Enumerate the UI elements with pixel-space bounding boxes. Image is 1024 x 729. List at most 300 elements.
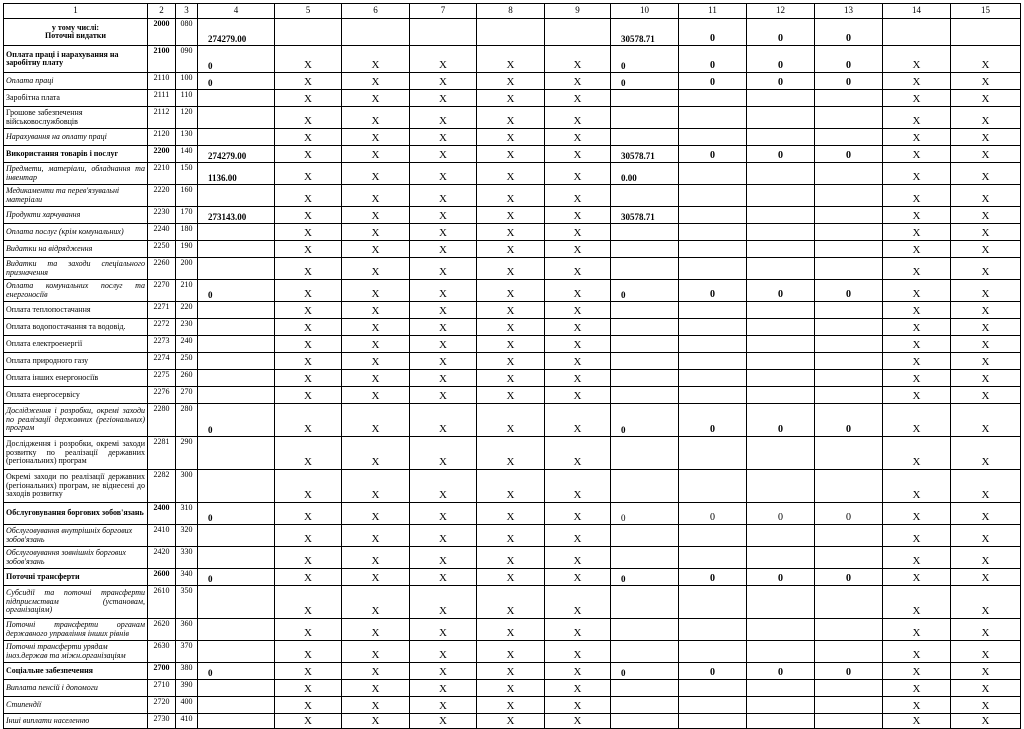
- x-mark: X: [275, 146, 342, 163]
- x-mark: X: [342, 336, 410, 353]
- col12-value: [747, 619, 815, 641]
- row-name: Оплата енергосервісу: [4, 387, 148, 404]
- row-line-number: 400: [176, 697, 198, 714]
- x-mark: X: [477, 46, 545, 73]
- x-mark: X: [342, 525, 410, 547]
- col4-value: [198, 336, 275, 353]
- col13-value: [815, 714, 883, 729]
- x-mark: X: [410, 46, 477, 73]
- col4-value: [198, 353, 275, 370]
- column-number-7: 7: [410, 4, 477, 19]
- row-line-number: 210: [176, 280, 198, 302]
- x-mark: [477, 19, 545, 46]
- row-name: Оплата комунальних послуг та енергоносіїв: [4, 280, 148, 302]
- col10-value: [611, 258, 679, 280]
- x-mark: X: [883, 663, 951, 680]
- x-mark: X: [275, 697, 342, 714]
- col10-value: [611, 437, 679, 470]
- row-code: 2282: [148, 470, 176, 503]
- x-mark: X: [951, 107, 1021, 129]
- col12-value: 0: [747, 569, 815, 586]
- x-mark: X: [883, 370, 951, 387]
- column-number-15: 15: [951, 4, 1021, 19]
- col10-value: 0: [611, 46, 679, 73]
- row-code: 2275: [148, 370, 176, 387]
- row-code: 2220: [148, 185, 176, 207]
- x-mark: X: [883, 714, 951, 729]
- row-code: 2281: [148, 437, 176, 470]
- x-mark: X: [342, 353, 410, 370]
- col10-value: 0: [611, 663, 679, 680]
- col13-value: 0: [815, 404, 883, 437]
- x-mark: X: [410, 280, 477, 302]
- col11-value: [679, 241, 747, 258]
- row-line-number: 100: [176, 73, 198, 90]
- x-mark: X: [410, 146, 477, 163]
- row-name: Заробітна плата: [4, 90, 148, 107]
- col10-value: 0: [611, 503, 679, 525]
- x-mark: X: [275, 525, 342, 547]
- row-name: Оплата теплопостачання: [4, 302, 148, 319]
- x-mark: X: [342, 73, 410, 90]
- x-mark: X: [477, 129, 545, 146]
- col4-value: [198, 224, 275, 241]
- col13-value: [815, 185, 883, 207]
- col13-value: [815, 586, 883, 619]
- col4-value: 0: [198, 280, 275, 302]
- x-mark: X: [545, 224, 611, 241]
- table-row: [4, 163, 1021, 185]
- col4-value: [198, 258, 275, 280]
- x-mark: X: [951, 619, 1021, 641]
- col13-value: [815, 163, 883, 185]
- col12-value: [747, 525, 815, 547]
- col13-value: [815, 319, 883, 336]
- x-mark: X: [410, 319, 477, 336]
- col10-value: 0: [611, 73, 679, 90]
- col4-value: [198, 387, 275, 404]
- row-code: 2720: [148, 697, 176, 714]
- col12-value: [747, 586, 815, 619]
- x-mark: X: [342, 241, 410, 258]
- col12-value: 0: [747, 46, 815, 73]
- col13-value: [815, 241, 883, 258]
- table-row: [4, 663, 1021, 680]
- table-row: [4, 387, 1021, 404]
- row-code: 2250: [148, 241, 176, 258]
- x-mark: X: [342, 319, 410, 336]
- col11-value: [679, 586, 747, 619]
- row-name: Обслуговування зовнішніх боргових зобов'язань: [4, 547, 148, 569]
- col10-value: [611, 319, 679, 336]
- col4-value: [198, 680, 275, 697]
- row-line-number: 380: [176, 663, 198, 680]
- x-mark: X: [951, 241, 1021, 258]
- row-line-number: 310: [176, 503, 198, 525]
- x-mark: X: [883, 404, 951, 437]
- col4-value: 273143.00: [198, 207, 275, 224]
- col11-value: [679, 90, 747, 107]
- table-row: [4, 241, 1021, 258]
- col4-value: [198, 107, 275, 129]
- col11-value: [679, 224, 747, 241]
- x-mark: X: [477, 90, 545, 107]
- col13-value: [815, 437, 883, 470]
- row-line-number: 330: [176, 547, 198, 569]
- col13-value: 0: [815, 46, 883, 73]
- column-number-13: 13: [815, 4, 883, 19]
- x-mark: X: [545, 207, 611, 224]
- table-row: [4, 185, 1021, 207]
- column-number-9: 9: [545, 4, 611, 19]
- x-mark: X: [342, 163, 410, 185]
- x-mark: X: [951, 697, 1021, 714]
- x-mark: X: [545, 404, 611, 437]
- col10-value: 30578.71: [611, 19, 679, 46]
- col13-value: 0: [815, 503, 883, 525]
- col13-value: [815, 258, 883, 280]
- x-mark: X: [545, 619, 611, 641]
- col13-value: 0: [815, 663, 883, 680]
- report-sheet: [3, 3, 1020, 729]
- col11-value: 0: [679, 503, 747, 525]
- row-line-number: 170: [176, 207, 198, 224]
- row-name: Стипендії: [4, 697, 148, 714]
- x-mark: X: [410, 258, 477, 280]
- col10-value: 0: [611, 280, 679, 302]
- row-code: 2120: [148, 129, 176, 146]
- x-mark: X: [275, 258, 342, 280]
- x-mark: X: [883, 353, 951, 370]
- x-mark: X: [342, 107, 410, 129]
- row-code: 2700: [148, 663, 176, 680]
- x-mark: X: [477, 387, 545, 404]
- x-mark: X: [477, 185, 545, 207]
- x-mark: X: [951, 146, 1021, 163]
- col4-value: [198, 619, 275, 641]
- col4-value: [198, 370, 275, 387]
- col11-value: [679, 185, 747, 207]
- x-mark: [342, 19, 410, 46]
- col11-value: [679, 680, 747, 697]
- row-code: 2400: [148, 503, 176, 525]
- col10-value: [611, 129, 679, 146]
- row-line-number: 130: [176, 129, 198, 146]
- col12-value: [747, 302, 815, 319]
- x-mark: X: [883, 336, 951, 353]
- x-mark: X: [545, 387, 611, 404]
- col13-value: [815, 107, 883, 129]
- col10-value: [611, 641, 679, 663]
- x-mark: X: [275, 90, 342, 107]
- row-line-number: 360: [176, 619, 198, 641]
- col12-value: [747, 437, 815, 470]
- x-mark: X: [477, 619, 545, 641]
- col10-value: [611, 185, 679, 207]
- col12-value: 0: [747, 503, 815, 525]
- x-mark: X: [883, 586, 951, 619]
- row-line-number: 240: [176, 336, 198, 353]
- row-name: Видатки на відрядження: [4, 241, 148, 258]
- col11-value: [679, 525, 747, 547]
- column-number-14: 14: [883, 4, 951, 19]
- x-mark: X: [545, 258, 611, 280]
- col11-value: [679, 353, 747, 370]
- x-mark: X: [951, 258, 1021, 280]
- x-mark: X: [275, 680, 342, 697]
- col4-value: 0: [198, 73, 275, 90]
- row-code: 2100: [148, 46, 176, 73]
- x-mark: X: [275, 185, 342, 207]
- row-line-number: 260: [176, 370, 198, 387]
- col11-value: [679, 129, 747, 146]
- row-name: Використання товарів і послуг: [4, 146, 148, 163]
- table-row: [4, 353, 1021, 370]
- table-row: [4, 107, 1021, 129]
- x-mark: X: [951, 280, 1021, 302]
- x-mark: X: [951, 73, 1021, 90]
- x-mark: X: [951, 319, 1021, 336]
- x-mark: X: [951, 336, 1021, 353]
- col13-value: [815, 470, 883, 503]
- row-code: 2730: [148, 714, 176, 729]
- row-name: Оплата послуг (крім комунальних): [4, 224, 148, 241]
- table-row: [4, 129, 1021, 146]
- col4-value: [198, 129, 275, 146]
- x-mark: X: [342, 569, 410, 586]
- row-line-number: 390: [176, 680, 198, 697]
- row-line-number: 150: [176, 163, 198, 185]
- row-line-number: 140: [176, 146, 198, 163]
- x-mark: X: [275, 470, 342, 503]
- x-mark: X: [883, 129, 951, 146]
- row-name: Дослідження і розробки, окремі заходи розвитку по реалізації державних (регіональних) програм: [4, 437, 148, 470]
- col12-value: [747, 387, 815, 404]
- row-line-number: 110: [176, 90, 198, 107]
- x-mark: X: [951, 547, 1021, 569]
- table-row: [4, 90, 1021, 107]
- col12-value: [747, 336, 815, 353]
- row-code: 2410: [148, 525, 176, 547]
- x-mark: X: [410, 525, 477, 547]
- x-mark: X: [883, 641, 951, 663]
- row-line-number: 230: [176, 319, 198, 336]
- x-mark: X: [275, 663, 342, 680]
- row-name: Видатки та заходи спеціального призначення: [4, 258, 148, 280]
- col13-value: [815, 370, 883, 387]
- x-mark: X: [342, 280, 410, 302]
- col12-value: [747, 185, 815, 207]
- x-mark: X: [883, 319, 951, 336]
- col12-value: [747, 241, 815, 258]
- col13-value: [815, 353, 883, 370]
- x-mark: X: [410, 302, 477, 319]
- row-code: 2273: [148, 336, 176, 353]
- row-name: Субсидії та поточні трансферти підприємствам (установам, організаціям): [4, 586, 148, 619]
- col12-value: 0: [747, 146, 815, 163]
- row-name: Інші виплати населенню: [4, 714, 148, 729]
- row-line-number: 280: [176, 404, 198, 437]
- row-code: 2230: [148, 207, 176, 224]
- col11-value: 0: [679, 146, 747, 163]
- x-mark: X: [477, 146, 545, 163]
- table-row: [4, 370, 1021, 387]
- x-mark: X: [545, 569, 611, 586]
- col4-value: [198, 714, 275, 729]
- x-mark: X: [410, 336, 477, 353]
- x-mark: X: [275, 73, 342, 90]
- col10-value: 0.00: [611, 163, 679, 185]
- col10-value: [611, 90, 679, 107]
- row-line-number: 410: [176, 714, 198, 729]
- column-number-1: 1: [4, 4, 148, 19]
- column-number-6: 6: [342, 4, 410, 19]
- x-mark: X: [545, 73, 611, 90]
- row-name: Нарахування на оплату праці: [4, 129, 148, 146]
- row-name: Поточні трансферти органам державного управління інших рівнів: [4, 619, 148, 641]
- x-mark: X: [275, 619, 342, 641]
- x-mark: X: [342, 547, 410, 569]
- x-mark: X: [275, 503, 342, 525]
- col10-value: [611, 547, 679, 569]
- column-number-3: 3: [176, 4, 198, 19]
- col10-value: 0: [611, 404, 679, 437]
- col12-value: 0: [747, 73, 815, 90]
- x-mark: X: [477, 714, 545, 729]
- x-mark: X: [545, 680, 611, 697]
- row-name: Соціальне забезпечення: [4, 663, 148, 680]
- column-number-8: 8: [477, 4, 545, 19]
- row-code: 2274: [148, 353, 176, 370]
- col11-value: [679, 714, 747, 729]
- row-name: Грошове забезпечення військовослужбовців: [4, 107, 148, 129]
- x-mark: X: [410, 569, 477, 586]
- table-row: [4, 697, 1021, 714]
- row-name: Окремі заходи по реалізації державних (регіональних) програм, не віднесені до заходів розвитку: [4, 470, 148, 503]
- row-code: 2610: [148, 586, 176, 619]
- x-mark: X: [342, 641, 410, 663]
- table-row: [4, 680, 1021, 697]
- col12-value: 0: [747, 19, 815, 46]
- x-mark: X: [883, 73, 951, 90]
- table-row: [4, 224, 1021, 241]
- header-row: [4, 4, 1021, 19]
- col13-value: [815, 224, 883, 241]
- x-mark: X: [275, 129, 342, 146]
- x-mark: X: [275, 302, 342, 319]
- row-line-number: 300: [176, 470, 198, 503]
- col11-value: [679, 302, 747, 319]
- col11-value: [679, 163, 747, 185]
- col13-value: [815, 680, 883, 697]
- column-number-5: 5: [275, 4, 342, 19]
- table-row: [4, 503, 1021, 525]
- x-mark: X: [477, 207, 545, 224]
- row-name: Продукти харчування: [4, 207, 148, 224]
- x-mark: X: [883, 619, 951, 641]
- x-mark: X: [342, 503, 410, 525]
- table-row: [4, 641, 1021, 663]
- x-mark: X: [545, 353, 611, 370]
- x-mark: X: [545, 547, 611, 569]
- x-mark: X: [410, 224, 477, 241]
- x-mark: X: [275, 46, 342, 73]
- x-mark: X: [545, 90, 611, 107]
- x-mark: X: [342, 146, 410, 163]
- x-mark: X: [883, 569, 951, 586]
- table-row: [4, 619, 1021, 641]
- col12-value: 0: [747, 663, 815, 680]
- row-line-number: 350: [176, 586, 198, 619]
- col12-value: [747, 714, 815, 729]
- col4-value: 0: [198, 404, 275, 437]
- col4-value: [198, 641, 275, 663]
- row-line-number: 080: [176, 19, 198, 46]
- x-mark: X: [883, 387, 951, 404]
- col10-value: 0: [611, 569, 679, 586]
- table-row: [4, 336, 1021, 353]
- x-mark: X: [477, 503, 545, 525]
- col12-value: [747, 207, 815, 224]
- table-row: [4, 319, 1021, 336]
- col10-value: [611, 107, 679, 129]
- x-mark: X: [342, 90, 410, 107]
- x-mark: X: [342, 46, 410, 73]
- col12-value: [747, 680, 815, 697]
- row-name: Оплата природного газу: [4, 353, 148, 370]
- x-mark: X: [342, 387, 410, 404]
- x-mark: X: [410, 370, 477, 387]
- col12-value: [747, 353, 815, 370]
- col11-value: [679, 370, 747, 387]
- row-line-number: 090: [176, 46, 198, 73]
- col12-value: [747, 697, 815, 714]
- x-mark: X: [275, 336, 342, 353]
- x-mark: X: [275, 107, 342, 129]
- x-mark: X: [883, 697, 951, 714]
- row-name: Поточні трансферти: [4, 569, 148, 586]
- row-line-number: 270: [176, 387, 198, 404]
- x-mark: X: [951, 569, 1021, 586]
- x-mark: X: [883, 46, 951, 73]
- col11-value: [679, 258, 747, 280]
- x-mark: X: [951, 46, 1021, 73]
- row-name: Медикаменти та перев'язувальні матеріали: [4, 185, 148, 207]
- x-mark: X: [275, 224, 342, 241]
- col11-value: 0: [679, 19, 747, 46]
- col13-value: [815, 336, 883, 353]
- x-mark: [883, 19, 951, 46]
- x-mark: X: [275, 714, 342, 729]
- x-mark: X: [545, 663, 611, 680]
- x-mark: X: [275, 353, 342, 370]
- table-row: [4, 714, 1021, 729]
- x-mark: X: [545, 129, 611, 146]
- x-mark: X: [951, 185, 1021, 207]
- column-number-2: 2: [148, 4, 176, 19]
- col11-value: [679, 207, 747, 224]
- row-code: 2630: [148, 641, 176, 663]
- x-mark: X: [275, 437, 342, 470]
- col11-value: [679, 319, 747, 336]
- row-code: 2112: [148, 107, 176, 129]
- row-code: 2620: [148, 619, 176, 641]
- table-row: [4, 19, 1021, 46]
- x-mark: X: [951, 714, 1021, 729]
- x-mark: X: [883, 90, 951, 107]
- x-mark: X: [951, 586, 1021, 619]
- x-mark: X: [342, 437, 410, 470]
